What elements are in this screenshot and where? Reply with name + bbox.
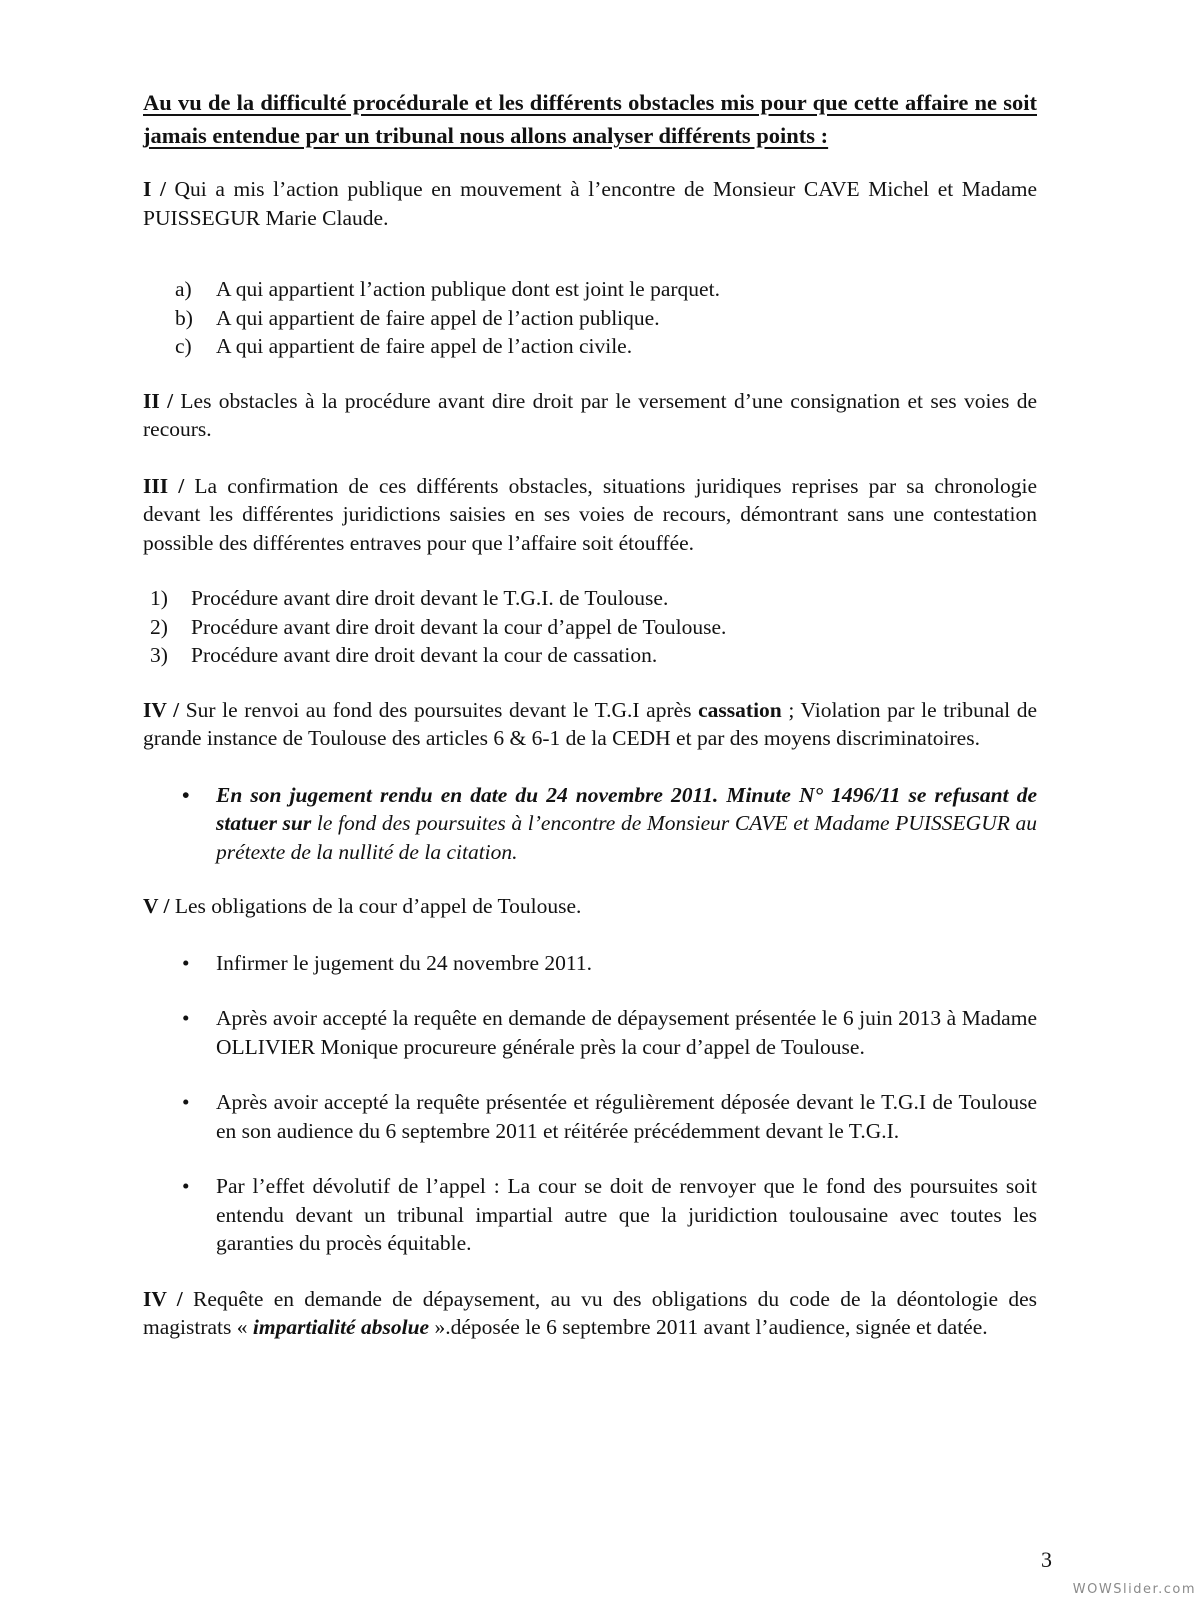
bullet-icon: •	[182, 1174, 190, 1198]
list-item-text: Procédure avant dire droit devant la cour d’appel de Toulouse.	[191, 614, 727, 639]
section-6-bold-italic: impartialité absolue	[252, 1315, 430, 1339]
list-item-text: Procédure avant dire droit devant le T.G.I. de Toulouse.	[191, 586, 669, 610]
list-item-marker: 1)	[150, 586, 168, 610]
document-content	[143, 86, 1037, 1342]
section-2	[143, 387, 1037, 444]
bullet-icon: •	[182, 1090, 190, 1114]
document-heading: Au vu de la difficulté procédurale et les différents obstacles mis pour que cette affaire ne soit jamais entendue par un tribunal nous allons analyser différents points :	[143, 90, 1037, 148]
section-4-bold-word: cassation	[698, 697, 782, 722]
bullet-item	[182, 781, 1037, 867]
list-item	[175, 304, 1037, 333]
list-123	[143, 584, 1037, 670]
bullet-italic-text: le fond des poursuites à l’encontre de Monsieur CAVE et Madame PUISSEGUR au prétexte de la nullité de la citation.	[216, 811, 1037, 864]
bullet-icon: •	[182, 782, 190, 807]
list-item-text: A qui appartient de faire appel de l’action publique.	[216, 305, 660, 330]
section-5	[143, 892, 1037, 921]
list-item-text: Procédure avant dire droit devant la cour de cassation.	[191, 643, 658, 667]
bullet-bold-italic-text: En son jugement rendu en date du 24 novembre 2011. Minute N° 1496/11 se refusant de statuer sur	[216, 782, 1037, 835]
list-item-marker: c)	[175, 334, 192, 358]
watermark-link[interactable]: WOWSlider.com	[1072, 1582, 1196, 1597]
page-number: 3	[1041, 1547, 1052, 1572]
list-item-marker: 2)	[150, 614, 168, 639]
section-1	[143, 175, 1037, 232]
list-item	[175, 332, 1037, 361]
bullet-item-text: Après avoir accepté la requête présentée et régulièrement déposée devant le T.G.I de Toulouse en son audience du 6 septembre 2011 et réitérée précédemment devant le T.G.I.	[216, 1090, 1037, 1143]
bullet-item	[182, 1172, 1037, 1258]
bullet-item	[182, 1004, 1037, 1061]
list-abc	[143, 275, 1037, 361]
bullet-item-text	[216, 781, 1037, 867]
bullet-item	[182, 949, 1037, 978]
section-5-label: V /	[143, 894, 170, 918]
section-3-label: III /	[143, 473, 185, 498]
section-6	[143, 1285, 1037, 1342]
section-6-label: IV /	[143, 1286, 183, 1311]
list-item-text: A qui appartient de faire appel de l’action civile.	[216, 334, 633, 358]
list-item	[175, 275, 1037, 304]
section-4-text-before: Sur le renvoi au fond des poursuites devant le T.G.I après	[179, 697, 699, 722]
section-1-text: Qui a mis l’action publique en mouvement à l’encontre de Monsieur CAVE Michel et Madame PUISSEGUR Marie Claude.	[143, 177, 1038, 230]
bullet-item-text: Infirmer le jugement du 24 novembre 2011.	[216, 950, 592, 975]
list-item-marker: a)	[175, 277, 192, 301]
list-item	[150, 613, 1037, 642]
section-2-label: II /	[143, 388, 174, 413]
bullet-item-text: Par l’effet dévolutif de l’appel : La cour se doit de renvoyer que le fond des poursuites soit entendu devant un tribunal impartial autre que la juridiction toulousaine avec toutes les garanties du procès équitable.	[216, 1174, 1037, 1255]
section-3	[143, 472, 1037, 558]
obligations-bullet-list	[143, 949, 1037, 1258]
section-4	[143, 696, 1037, 753]
section-1-label: I /	[143, 177, 166, 201]
bullet-iv-list	[143, 781, 1037, 867]
list-item	[150, 641, 1037, 670]
section-2-text: Les obstacles à la procédure avant dire droit par le versement d’une consignation et ses voies de recours.	[143, 388, 1037, 441]
list-item	[150, 584, 1037, 613]
bullet-icon: •	[182, 950, 190, 975]
section-5-text: Les obligations de la cour d’appel de Toulouse.	[169, 894, 582, 918]
section-4-label: IV /	[143, 697, 180, 722]
bullet-icon: •	[182, 1006, 190, 1030]
list-item-marker: 3)	[150, 643, 168, 667]
section-4-text-after: ; Violation par le tribunal de grande instance de Toulouse des articles 6 & 6-1 de la CEDH et par des moyens discriminatoires.	[143, 697, 1038, 750]
bullet-item	[182, 1088, 1037, 1145]
section-6-text-after: ».déposée le 6 septembre 2011 avant l’audience, signée et datée.	[429, 1315, 988, 1339]
bullet-item-text: Après avoir accepté la requête en demande de dépaysement présentée le 6 juin 2013 à Madame OLLIVIER Monique procureure générale près la cour d’appel de Toulouse.	[216, 1006, 1037, 1059]
list-item-text: A qui appartient l’action publique dont est joint le parquet.	[216, 277, 720, 301]
section-3-text: La confirmation de ces différents obstacles, situations juridiques reprises par sa chronologie devant les différentes juridictions saisies en ses voies de recours, démontrant sans une contestation possible des différentes entraves pour que l’affaire soit étouffée.	[143, 473, 1038, 555]
section-6-text-before: Requête en demande de dépaysement, au vu des obligations du code de la déontologie des magistrats «	[143, 1286, 1037, 1339]
list-item-marker: b)	[175, 305, 193, 330]
